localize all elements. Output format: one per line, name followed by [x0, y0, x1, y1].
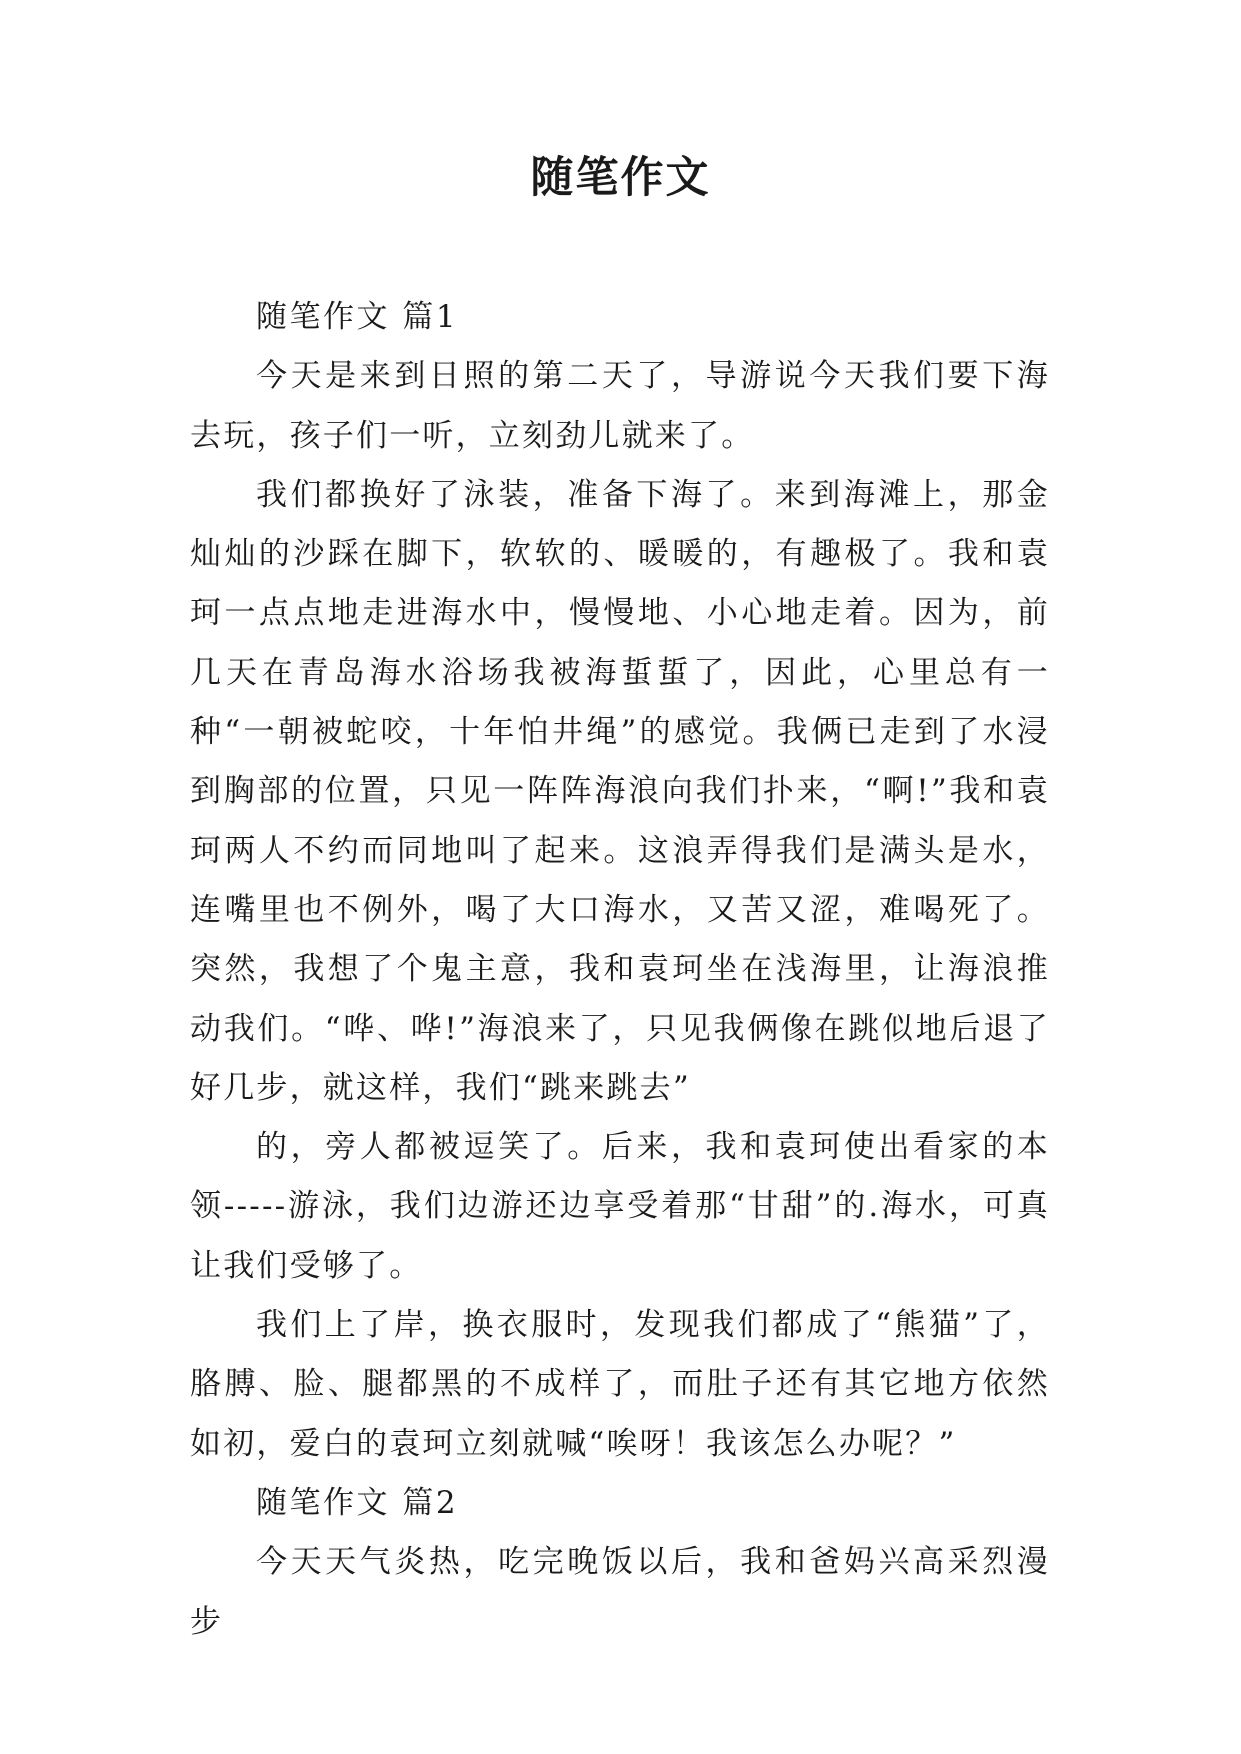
paragraph: 今天是来到日照的第二天了，导游说今天我们要下海去玩，孩子们一听，立刻劲儿就来了。 [190, 358, 1050, 454]
section-heading-2: 随笔作文 篇2 [256, 1484, 459, 1521]
paragraph: 我们都换好了泳装，准备下海了。来到海滩上，那金灿灿的沙踩在脚下，软软的、暖暖的，有趣极了。我和袁珂一点点地走进海水中，慢慢地、小心地走着。因为，前几天在青岛海水浴场我被海蜇蜇了，因此，心里总有一种“一朝被蛇咬，十年怕井绳”的感觉。我俩已走到了水浸到胸部的位置，只见一阵阵海浪向我们扑来，“啊!”我和袁珂两人不约而同地叫了起来。这浪弄得我们是满头是水，连嘴里也不例外，喝了大口海水，又苦又涩，难喝死了。突然，我想了个鬼主意，我和袁珂坐在浅海里，让海浪推动我们。“哗、哗!”海浪来了，只见我俩像在跳似地后退了好几步，就这样，我们“跳来跳去” [190, 476, 1050, 1106]
document-title: 随笔作文 [530, 153, 711, 203]
document-body [190, 288, 1050, 1652]
section-heading-1: 随笔作文 篇1 [256, 299, 459, 335]
paragraph: 今天天气炎热，吃完晚饭以后，我和爸妈兴高采烈漫步 [190, 1544, 1050, 1640]
paragraph: 我们上了岸，换衣服时，发现我们都成了“熊猫”了，胳膊、脸、腿都黑的不成样了，而肚子还有其它地方依然如初，爱白的袁珂立刻就喊“唉呀！我该怎么办呢？” [190, 1307, 1050, 1462]
paragraph: 的，旁人都被逗笑了。后来，我和袁珂使出看家的本领-----游泳，我们边游还边享受着那“甘甜”的.海水，可真让我们受够了。 [190, 1129, 1050, 1284]
